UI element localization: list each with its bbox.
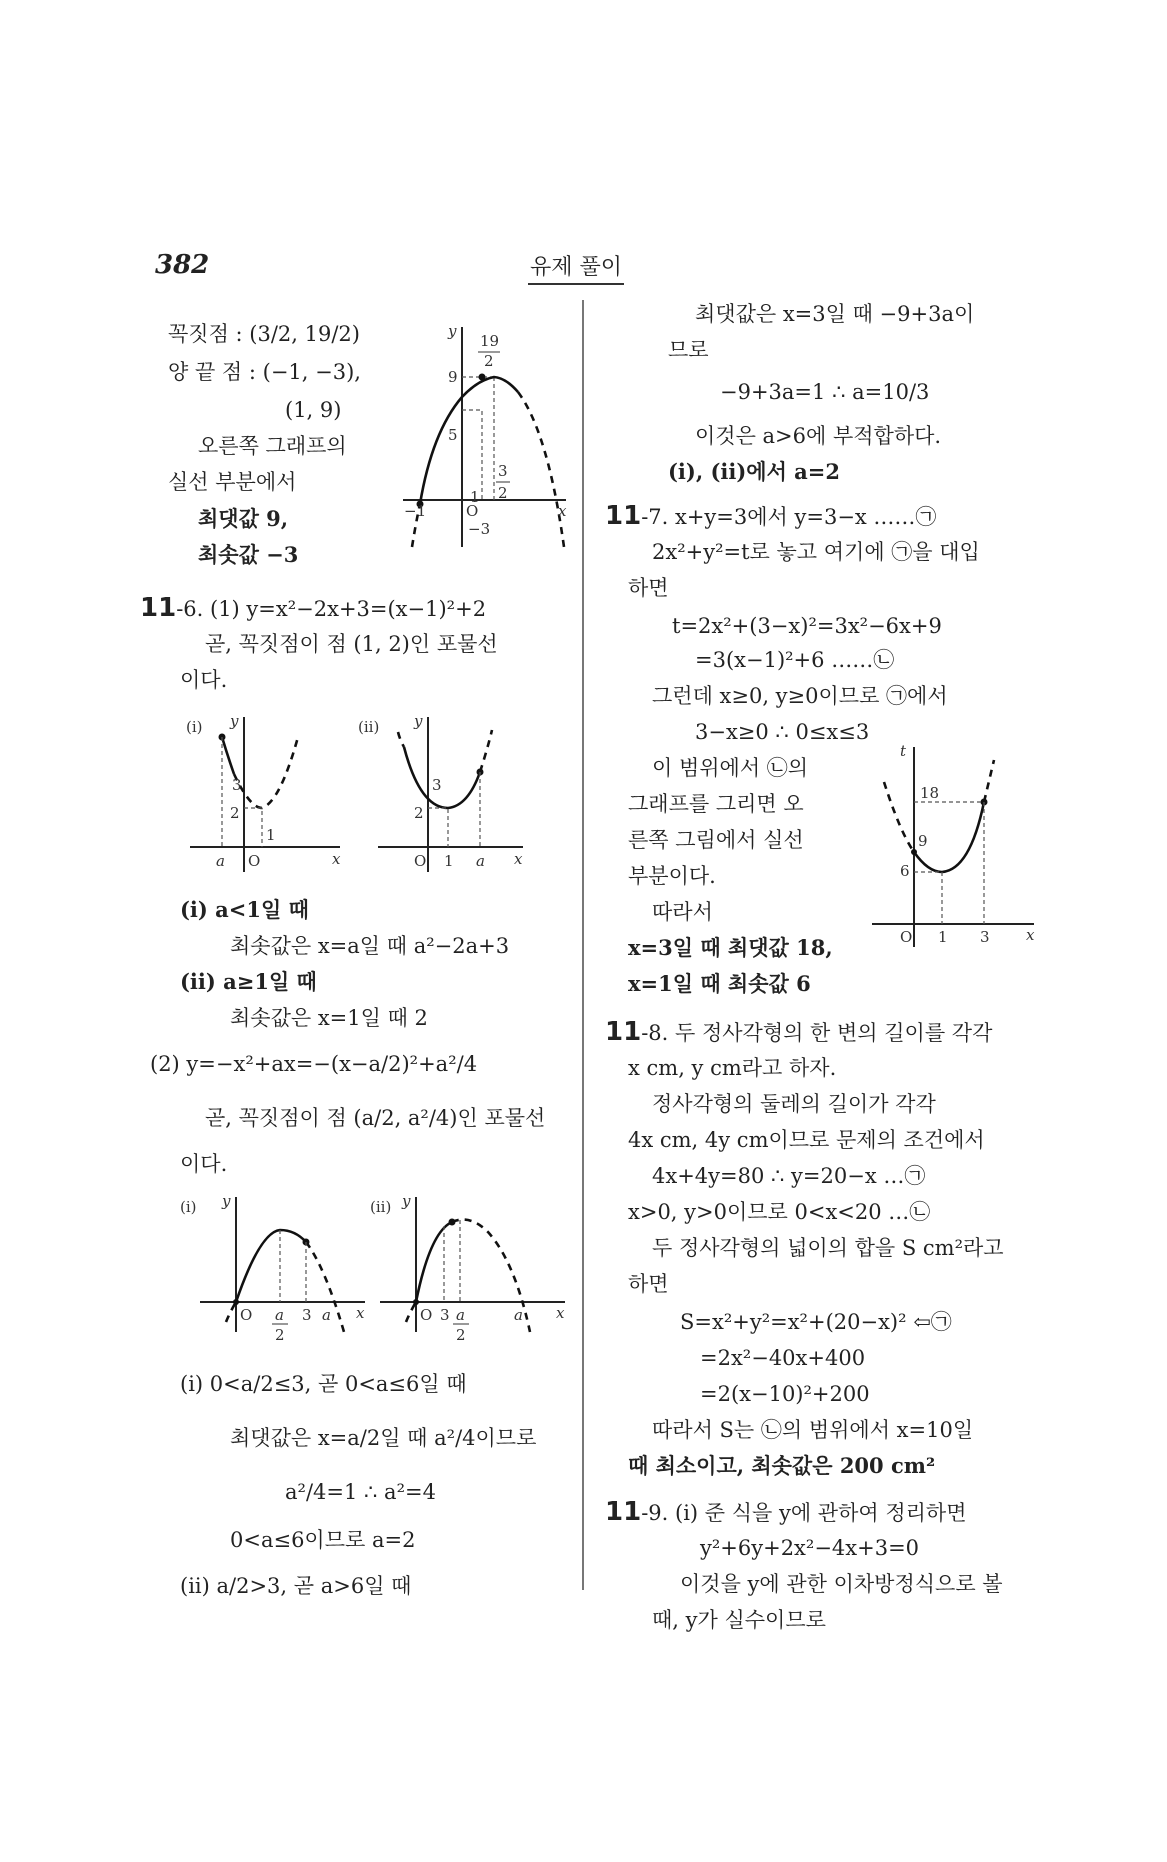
problem-text: -8. 두 정사각형의 한 변의 길이를 각각	[641, 1021, 993, 1045]
tick-label: 3	[232, 776, 242, 794]
text-line: 이 범위에서 ㉡의	[652, 756, 809, 780]
axis-label-x: x	[514, 850, 523, 868]
axis-label-x: x	[558, 502, 567, 520]
tick-label: a	[275, 1306, 284, 1324]
answer-line: (i), (ii)에서 a=2	[668, 459, 840, 484]
tick-label: 3	[980, 928, 990, 946]
tick-label: 9	[918, 832, 928, 850]
origin-label: O	[248, 852, 261, 870]
tick-label: 3	[432, 776, 442, 794]
answer-line: 때 최소이고, 최솟값은 200 cm²	[628, 1453, 936, 1478]
text-line: 른쪽 그림에서 실선	[628, 828, 804, 852]
graph-6-1-i	[180, 712, 345, 877]
axis-label-y: y	[230, 712, 239, 730]
tick-label: 3	[302, 1306, 312, 1324]
graph-6-2-i	[180, 1192, 370, 1352]
text-line: 최댓값은 x=3일 때 −9+3a이	[695, 302, 975, 326]
tick-label: 6	[900, 862, 910, 880]
text-line: 오른쪽 그래프의	[198, 434, 347, 458]
graph-caption: (i)	[180, 1198, 197, 1216]
min-value-line: x=1일 때 최솟값 6	[628, 971, 811, 996]
equation-line: =2(x−10)²+200	[700, 1382, 870, 1406]
case-line: 0<a≤6이므로 a=2	[230, 1528, 416, 1552]
text-line: 이것을 y에 관한 이차방정식으로 볼	[680, 1572, 1003, 1596]
equation-line: =2x²−40x+400	[700, 1346, 866, 1370]
tick-label: 1	[266, 826, 276, 844]
text-line: 4x cm, 4y cm이므로 문제의 조건에서	[628, 1128, 985, 1152]
origin-label: O	[414, 852, 427, 870]
tick-label: a	[322, 1306, 331, 1324]
tick-label: 3	[440, 1306, 450, 1324]
tick-label: 2	[456, 1326, 466, 1344]
text-line: 이것은 a>6에 부적합하다.	[695, 424, 942, 448]
text-line: 곧, 꼭짓점이 점 (1, 2)인 포물선	[205, 632, 498, 656]
dashed-curve	[406, 1302, 416, 1322]
text-line: 부분이다.	[628, 864, 716, 888]
case-i-line: (i) a<1일 때	[180, 897, 309, 922]
tick-label: 1	[938, 928, 948, 946]
text-line: 두 정사각형의 넓이의 합을 S cm²라고	[652, 1236, 1004, 1260]
tick-label: a	[456, 1306, 465, 1324]
page-number: 382	[155, 250, 210, 280]
equation-line: −9+3a=1 ∴ a=10/3	[720, 380, 930, 404]
endpoint-dot	[479, 374, 486, 381]
text-line: 그런데 x≥0, y≥0이므로 ㉠에서	[652, 684, 948, 708]
max-value-line: 최댓값 9,	[198, 506, 289, 531]
problem-11-8-heading	[605, 1018, 992, 1047]
max-value-line: x=3일 때 최댓값 18,	[628, 935, 833, 960]
tick-label: 1	[470, 488, 480, 506]
tick-label: 3	[498, 462, 508, 480]
text-line: 그래프를 그리면 오	[628, 792, 804, 816]
axis-label-y: y	[402, 1192, 411, 1210]
tick-label: 2	[275, 1326, 285, 1344]
dashed-curve	[984, 760, 994, 802]
tick-label: 19	[480, 332, 500, 350]
case-ii-line: (ii) a≥1일 때	[180, 969, 317, 994]
tick-label: a	[514, 1306, 523, 1324]
problem-number: 11	[140, 593, 177, 623]
tick-label: a	[216, 852, 225, 870]
equation-line: t=2x²+(3−x)²=3x²−6x+9	[672, 614, 942, 638]
dashed-curve	[398, 732, 404, 747]
text-line: 2x²+y²=t로 놓고 여기에 ㉠을 대입	[652, 540, 980, 564]
text-line: 때, y가 실수이므로	[652, 1608, 826, 1632]
tick-label: 1	[444, 852, 454, 870]
equation-line: 3−x≥0 ∴ 0≤x≤3	[695, 720, 870, 744]
column-divider	[582, 300, 584, 1590]
vertex-line: 꼭짓점 : (3/2, 19/2)	[168, 322, 360, 346]
dashed-curve	[480, 730, 492, 772]
case-line: a²/4=1 ∴ a²=4	[285, 1480, 436, 1504]
dashed-curve	[226, 1302, 236, 1322]
graph-11-7	[862, 742, 1040, 952]
min-value-line: 최솟값 −3	[198, 542, 299, 567]
graph-caption: (i)	[186, 718, 203, 736]
problem-number: 11	[605, 1497, 642, 1527]
case-ii-result: 최솟값은 x=1일 때 2	[230, 1006, 428, 1030]
equation-line: S=x²+y²=x²+(20−x)² ⇦㉠	[680, 1310, 952, 1334]
equation-line: 4x+4y=80 ∴ y=20−x …㉠	[652, 1164, 926, 1188]
problem-text: -6. (1) y=x²−2x+3=(x−1)²+2	[176, 597, 487, 621]
text-line: 이다.	[180, 1152, 228, 1176]
problem-number: 11	[605, 501, 642, 531]
origin-label: O	[420, 1306, 433, 1324]
tick-label: 2	[414, 804, 424, 822]
axis-label-y: y	[414, 712, 423, 730]
text-line: 실선 부분에서	[168, 470, 297, 494]
tick-label: 18	[920, 784, 940, 802]
problem-11-9-heading	[605, 1498, 966, 1527]
text-line: 하면	[628, 1272, 669, 1296]
text-line: 하면	[628, 576, 669, 600]
tick-label: a	[476, 852, 485, 870]
text-line: 따라서	[652, 900, 713, 924]
axis-label-x: x	[1026, 926, 1035, 944]
dashed-curve	[884, 782, 914, 852]
origin-label: O	[900, 928, 913, 946]
axis-label-t: t	[900, 742, 907, 760]
text-line: x cm, y cm라고 하자.	[628, 1056, 837, 1080]
case-i-result: 최솟값은 x=a일 때 a²−2a+3	[230, 934, 510, 958]
endpoints-line-1: 양 끝 점 : (−1, −3),	[168, 360, 361, 384]
origin-label: O	[240, 1306, 253, 1324]
tick-label: −3	[468, 520, 491, 538]
case-line: (ii) a/2>3, 곧 a>6일 때	[180, 1574, 412, 1598]
text-line: 므로	[668, 338, 709, 362]
text-line: 곧, 꼭짓점이 점 (a/2, a²/4)인 포물선	[205, 1106, 546, 1130]
graph-6-2-ii	[370, 1192, 570, 1352]
solid-curve	[236, 1230, 306, 1302]
case-line: 최댓값은 x=a/2일 때 a²/4이므로	[230, 1426, 537, 1450]
tick-label: 5	[448, 426, 458, 444]
text-line: 따라서 S는 ㉡의 범위에서 x=10일	[652, 1418, 974, 1442]
equation-line: x>0, y>0이므로 0<x<20 …㉡	[628, 1200, 931, 1224]
graph-6-1-ii	[358, 712, 528, 877]
problem-text: -7. x+y=3에서 y=3−x ……㉠	[641, 505, 937, 529]
case-line: (i) 0<a/2≤3, 곧 0<a≤6일 때	[180, 1372, 467, 1396]
equation-line: =3(x−1)²+6 ……㉡	[695, 648, 895, 672]
axis-label-y: y	[222, 1192, 231, 1210]
problem-11-6-heading	[140, 594, 486, 623]
tick-label: 2	[230, 804, 240, 822]
endpoints-line-2: (1, 9)	[285, 398, 342, 422]
axis-label-y: y	[448, 322, 457, 340]
graph-vertex-parabola	[398, 322, 570, 552]
graph-caption: (ii)	[358, 718, 380, 736]
problem-11-7-heading	[605, 502, 936, 531]
problem-text: -9. (i) 준 식을 y에 관하여 정리하면	[641, 1501, 967, 1525]
problem-number: 11	[605, 1017, 642, 1047]
tick-label: 2	[498, 484, 508, 502]
solid-curve	[416, 1222, 452, 1302]
page-title: 유제 풀이	[528, 250, 624, 285]
graph-caption: (ii)	[370, 1198, 392, 1216]
tick-label: 9	[448, 368, 458, 386]
axis-label-x: x	[556, 1304, 565, 1322]
tick-label: −1	[404, 502, 427, 520]
dashed-curve	[518, 392, 564, 547]
axis-label-x: x	[356, 1304, 365, 1322]
tick-label: 2	[484, 352, 494, 370]
solid-curve	[222, 737, 234, 774]
equation-line: y²+6y+2x²−4x+3=0	[700, 1536, 920, 1560]
text-line: 이다.	[180, 668, 228, 692]
origin-label: O	[466, 502, 479, 520]
solid-curve	[404, 747, 480, 808]
axis-label-x: x	[332, 850, 341, 868]
part-2-equation: (2) y=−x²+ax=−(x−a/2)²+a²/4	[150, 1052, 478, 1076]
text-line: 정사각형의 둘레의 길이가 각각	[652, 1092, 936, 1116]
